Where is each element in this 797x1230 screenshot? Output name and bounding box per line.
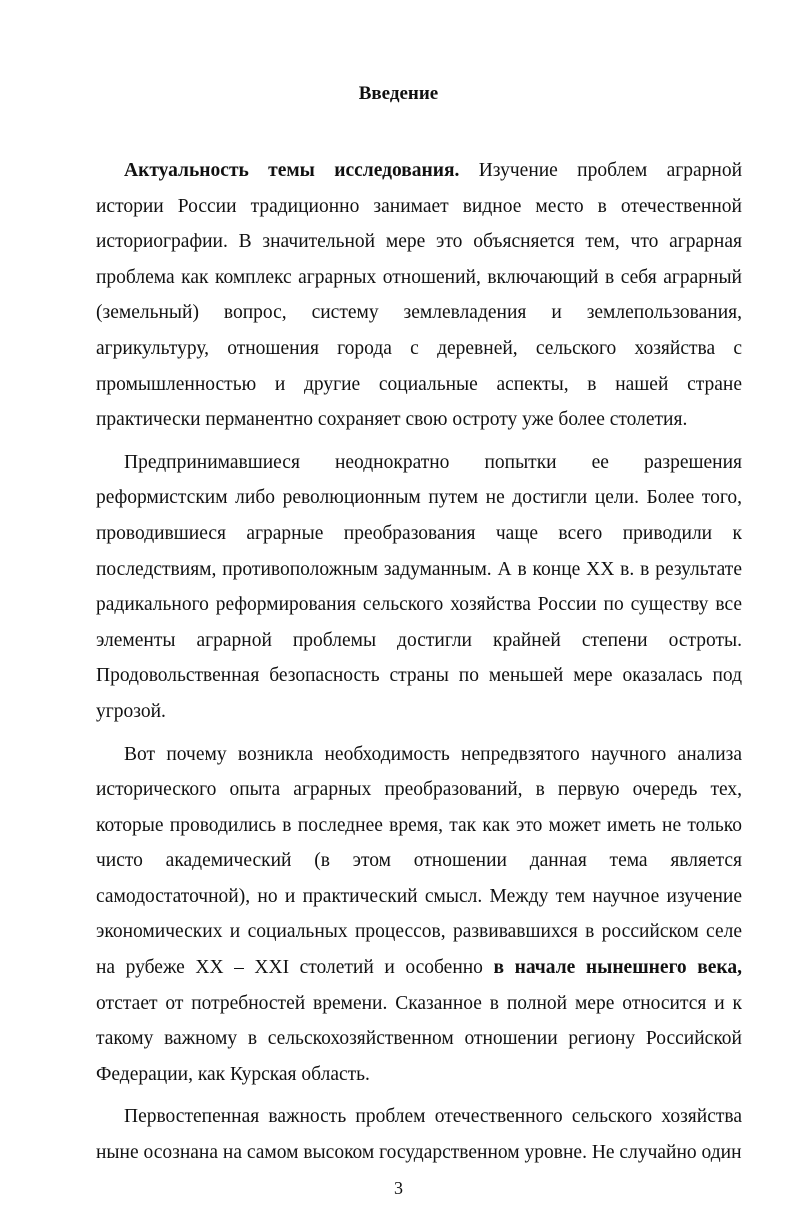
page-number: 3	[394, 1178, 403, 1198]
section-heading: Введение	[358, 83, 439, 104]
paragraph-1-lead: Актуальность темы исследования.	[124, 160, 460, 181]
paragraph-3-text-before: Вот почему возникла необходимость непредвзятого научного анализа исторического опыта аграрных преобразований, в первую очередь тех, которые проводились в последнее время, так как это может иметь не только чисто академический (в этом отношении данная тема является самодостаточной), но и практический смысл. Между тем научное изучение экономических и социальных процессов, развивавшихся в российском селе на рубеже XX – XXI столетий и особенно	[96, 743, 742, 979]
paragraph-1-text: Изучение проблем аграрной истории России традиционно занимает видное место в отечественной историографии. В значительной мере это объясняется тем, что аграрная проблема как комплекс аграрных отношений, включающий в себя аграрный (земельный) вопрос, систему землевладения и землепользования, агрикультуру, отношения города с деревней, сельского хозяйства с промышленностью и другие социальные аспекты, в нашей стране практически перманентно сохраняет свою остроту уже более столетия.	[96, 160, 743, 431]
paragraph-3	[96, 737, 742, 1093]
body-text	[96, 153, 742, 1171]
paragraph-4-text: Первостепенная важность проблем отечественного сельского хозяйства ныне осознана на самом высоком государственном уровне. Не случайно один	[96, 1106, 742, 1164]
paragraph-1	[96, 153, 742, 438]
paragraph-3-emphasis: в начале нынешнего века,	[493, 957, 742, 979]
paragraph-2-text: Предпринимавшиеся неоднократно попытки ее разрешения реформистским либо революционным путем не достигли цели. Более того, проводившиеся аграрные преобразования чаще всего приводили к последствиям, противоположным задуманным. А в конце XX в. в результате радикального реформирования сельского хозяйства России по существу все элементы аграрной проблемы достигли крайней степени остроты. Продовольственная безопасность страны по меньшей мере оказалась под угрозой.	[96, 451, 742, 722]
paragraph-3-text-after: отстает от потребностей времени. Сказанное в полной мере относится и к такому важному в сельскохозяйственном отношении региону Российской Федерации, как Курская область.	[96, 992, 742, 1085]
paragraph-4	[96, 1099, 742, 1170]
paragraph-2	[96, 445, 742, 730]
